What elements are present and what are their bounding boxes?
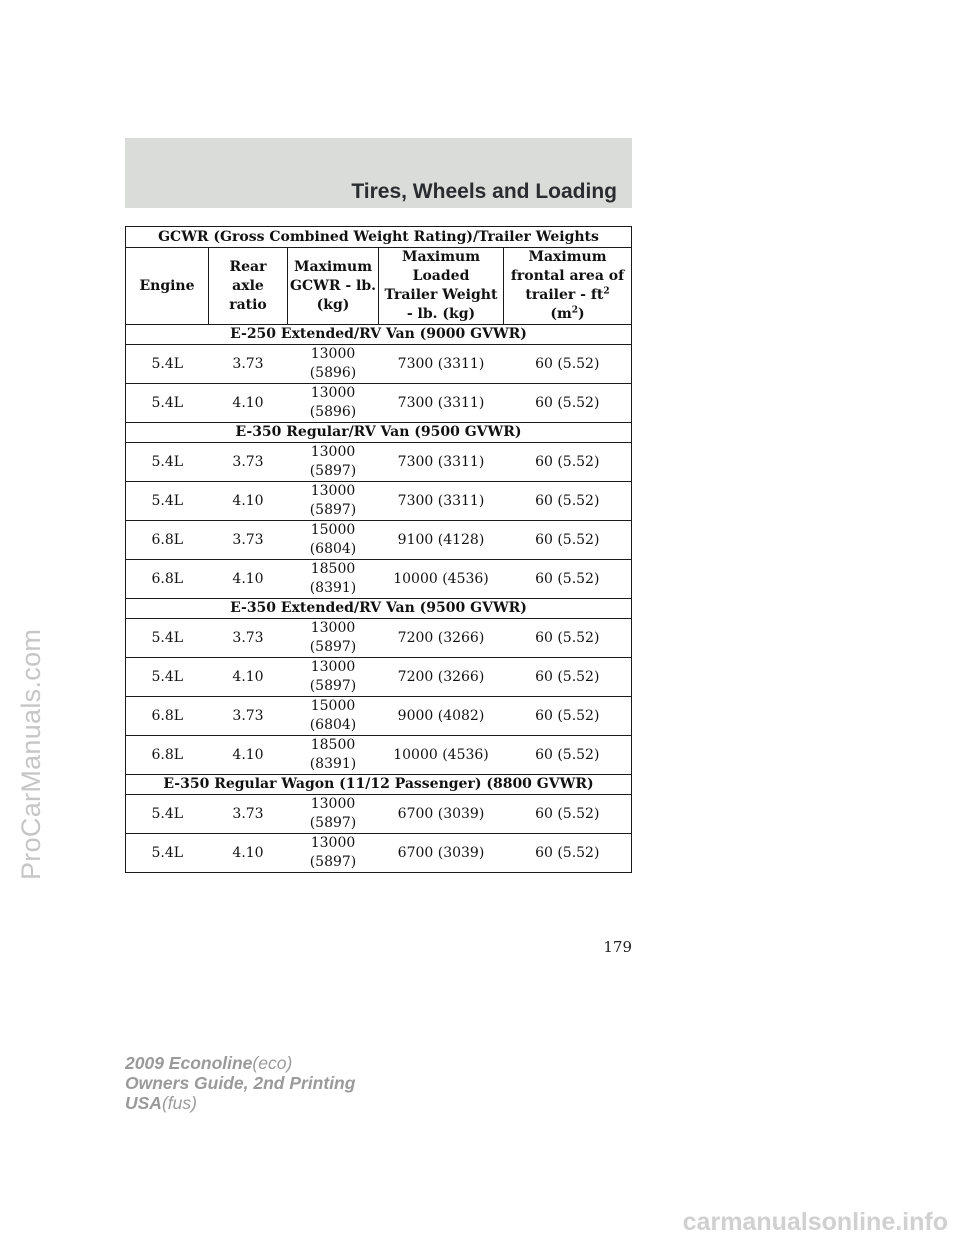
gcwr-lb: 15000 xyxy=(310,522,356,538)
cell-gcwr xyxy=(288,482,379,521)
cell-trailer-weight: 9000 (4082) xyxy=(379,697,504,736)
footer-line-1: 2009 Econoline(eco) xyxy=(125,1053,293,1073)
gcwr-kg: (6804) xyxy=(309,717,357,733)
gcwr-kg: (5896) xyxy=(309,365,357,381)
group-row xyxy=(126,325,632,345)
gcwr-lb: 13000 xyxy=(310,385,356,401)
table-caption-row xyxy=(126,227,632,248)
cell-engine: 6.8L xyxy=(126,736,209,775)
gcwr-kg: (8391) xyxy=(309,756,357,772)
footer xyxy=(125,1053,355,1113)
table-row xyxy=(126,834,632,873)
group-title: E-350 Regular/RV Van (9500 GVWR) xyxy=(126,423,632,443)
cell-engine: 6.8L xyxy=(126,521,209,560)
gcwr-kg: (8391) xyxy=(309,580,357,596)
gcwr-lb: 13000 xyxy=(310,444,356,460)
gcwr-kg: (5897) xyxy=(309,854,357,870)
cell-axle-ratio: 4.10 xyxy=(209,834,288,873)
gcwr-lb: 13000 xyxy=(310,346,356,362)
table-row xyxy=(126,736,632,775)
gcwr-lb: 13000 xyxy=(310,659,356,675)
gcwr-lb: 18500 xyxy=(310,737,356,753)
cell-axle-ratio: 4.10 xyxy=(209,736,288,775)
cell-frontal-area: 60 (5.52) xyxy=(504,384,632,423)
section-title: Tires, Wheels and Loading xyxy=(351,180,617,203)
group-title: E-350 Regular Wagon (11/12 Passenger) (8800 GVWR) xyxy=(126,775,632,795)
cell-frontal-area: 60 (5.52) xyxy=(504,482,632,521)
gcwr-lb: 13000 xyxy=(310,796,356,812)
cell-axle-ratio: 3.73 xyxy=(209,443,288,482)
table-row xyxy=(126,443,632,482)
gcwr-kg: (5897) xyxy=(309,463,357,479)
cell-frontal-area: 60 (5.52) xyxy=(504,834,632,873)
cell-trailer-weight: 10000 (4536) xyxy=(379,736,504,775)
page-number: 179 xyxy=(603,938,632,956)
cell-gcwr xyxy=(288,560,379,599)
gcwr-kg: (5897) xyxy=(309,678,357,694)
table-header-row xyxy=(126,248,632,325)
header-max-trailer-weight: Maximum Loaded Trailer Weight - lb. (kg) xyxy=(379,248,504,325)
group-title: E-350 Extended/RV Van (9500 GVWR) xyxy=(126,599,632,619)
header-max-gcwr: Maximum GCWR - lb. (kg) xyxy=(288,248,379,325)
cell-axle-ratio: 4.10 xyxy=(209,384,288,423)
cell-gcwr xyxy=(288,834,379,873)
cell-frontal-area: 60 (5.52) xyxy=(504,521,632,560)
table-row xyxy=(126,658,632,697)
table-row xyxy=(126,795,632,834)
footer-line-3: USA(fus) xyxy=(125,1093,197,1113)
cell-frontal-area: 60 (5.52) xyxy=(504,736,632,775)
cell-axle-ratio: 4.10 xyxy=(209,560,288,599)
cell-engine: 5.4L xyxy=(126,619,209,658)
cell-engine: 5.4L xyxy=(126,384,209,423)
cell-axle-ratio: 4.10 xyxy=(209,658,288,697)
header-axle-ratio: Rear axle ratio xyxy=(209,248,288,325)
group-row xyxy=(126,775,632,795)
gcwr-kg: (5897) xyxy=(309,815,357,831)
table-row xyxy=(126,384,632,423)
gcwr-lb: 15000 xyxy=(310,698,356,714)
cell-gcwr xyxy=(288,619,379,658)
cell-trailer-weight: 7300 (3311) xyxy=(379,384,504,423)
cell-engine: 5.4L xyxy=(126,658,209,697)
cell-engine: 6.8L xyxy=(126,560,209,599)
table-row xyxy=(126,560,632,599)
cell-axle-ratio: 3.73 xyxy=(209,697,288,736)
table-row xyxy=(126,619,632,658)
watermark-bottom: carmanualsonline.info xyxy=(682,1208,948,1236)
cell-axle-ratio: 3.73 xyxy=(209,345,288,384)
footer-line-2: Owners Guide, 2nd Printing xyxy=(125,1073,356,1093)
cell-gcwr xyxy=(288,795,379,834)
cell-trailer-weight: 7200 (3266) xyxy=(379,658,504,697)
group-row xyxy=(126,599,632,619)
gcwr-lb: 13000 xyxy=(310,620,356,636)
cell-frontal-area: 60 (5.52) xyxy=(504,697,632,736)
cell-gcwr xyxy=(288,443,379,482)
group-row xyxy=(126,423,632,443)
cell-trailer-weight: 6700 (3039) xyxy=(379,795,504,834)
group-title: E-250 Extended/RV Van (9000 GVWR) xyxy=(126,325,632,345)
gcwr-lb: 13000 xyxy=(310,483,356,499)
cell-axle-ratio: 4.10 xyxy=(209,482,288,521)
cell-gcwr xyxy=(288,384,379,423)
gcwr-kg: (5897) xyxy=(309,639,357,655)
cell-trailer-weight: 9100 (4128) xyxy=(379,521,504,560)
header-engine: Engine xyxy=(126,248,209,325)
cell-engine: 5.4L xyxy=(126,834,209,873)
cell-frontal-area: 60 (5.52) xyxy=(504,560,632,599)
cell-trailer-weight: 7300 (3311) xyxy=(379,345,504,384)
cell-frontal-area: 60 (5.52) xyxy=(504,658,632,697)
table-row xyxy=(126,697,632,736)
cell-gcwr xyxy=(288,521,379,560)
cell-engine: 5.4L xyxy=(126,795,209,834)
header-max-frontal-area: Maximum frontal area of trailer - $ft^2$ $(m^2)$ xyxy=(504,248,632,325)
gcwr-lb: 13000 xyxy=(310,835,356,851)
cell-axle-ratio: 3.73 xyxy=(209,521,288,560)
watermark-left: ProCarManuals.com xyxy=(16,628,46,880)
gcwr-lb: 18500 xyxy=(310,561,356,577)
cell-trailer-weight: 6700 (3039) xyxy=(379,834,504,873)
gcwr-kg: (6804) xyxy=(309,541,357,557)
table-row xyxy=(126,345,632,384)
gcwr-table xyxy=(125,226,632,873)
cell-trailer-weight: 7300 (3311) xyxy=(379,443,504,482)
cell-axle-ratio: 3.73 xyxy=(209,795,288,834)
table-row xyxy=(126,521,632,560)
cell-trailer-weight: 7200 (3266) xyxy=(379,619,504,658)
cell-engine: 5.4L xyxy=(126,345,209,384)
cell-frontal-area: 60 (5.52) xyxy=(504,795,632,834)
cell-frontal-area: 60 (5.52) xyxy=(504,619,632,658)
cell-engine: 6.8L xyxy=(126,697,209,736)
cell-axle-ratio: 3.73 xyxy=(209,619,288,658)
cell-engine: 5.4L xyxy=(126,482,209,521)
cell-frontal-area: 60 (5.52) xyxy=(504,345,632,384)
cell-gcwr xyxy=(288,658,379,697)
cell-frontal-area: 60 (5.52) xyxy=(504,443,632,482)
cell-gcwr xyxy=(288,697,379,736)
cell-gcwr xyxy=(288,736,379,775)
cell-gcwr xyxy=(288,345,379,384)
cell-trailer-weight: 10000 (4536) xyxy=(379,560,504,599)
table-row xyxy=(126,482,632,521)
cell-trailer-weight: 7300 (3311) xyxy=(379,482,504,521)
table-caption: GCWR (Gross Combined Weight Rating)/Trailer Weights xyxy=(126,227,632,248)
cell-engine: 5.4L xyxy=(126,443,209,482)
gcwr-kg: (5897) xyxy=(309,502,357,518)
gcwr-kg: (5896) xyxy=(309,404,357,420)
